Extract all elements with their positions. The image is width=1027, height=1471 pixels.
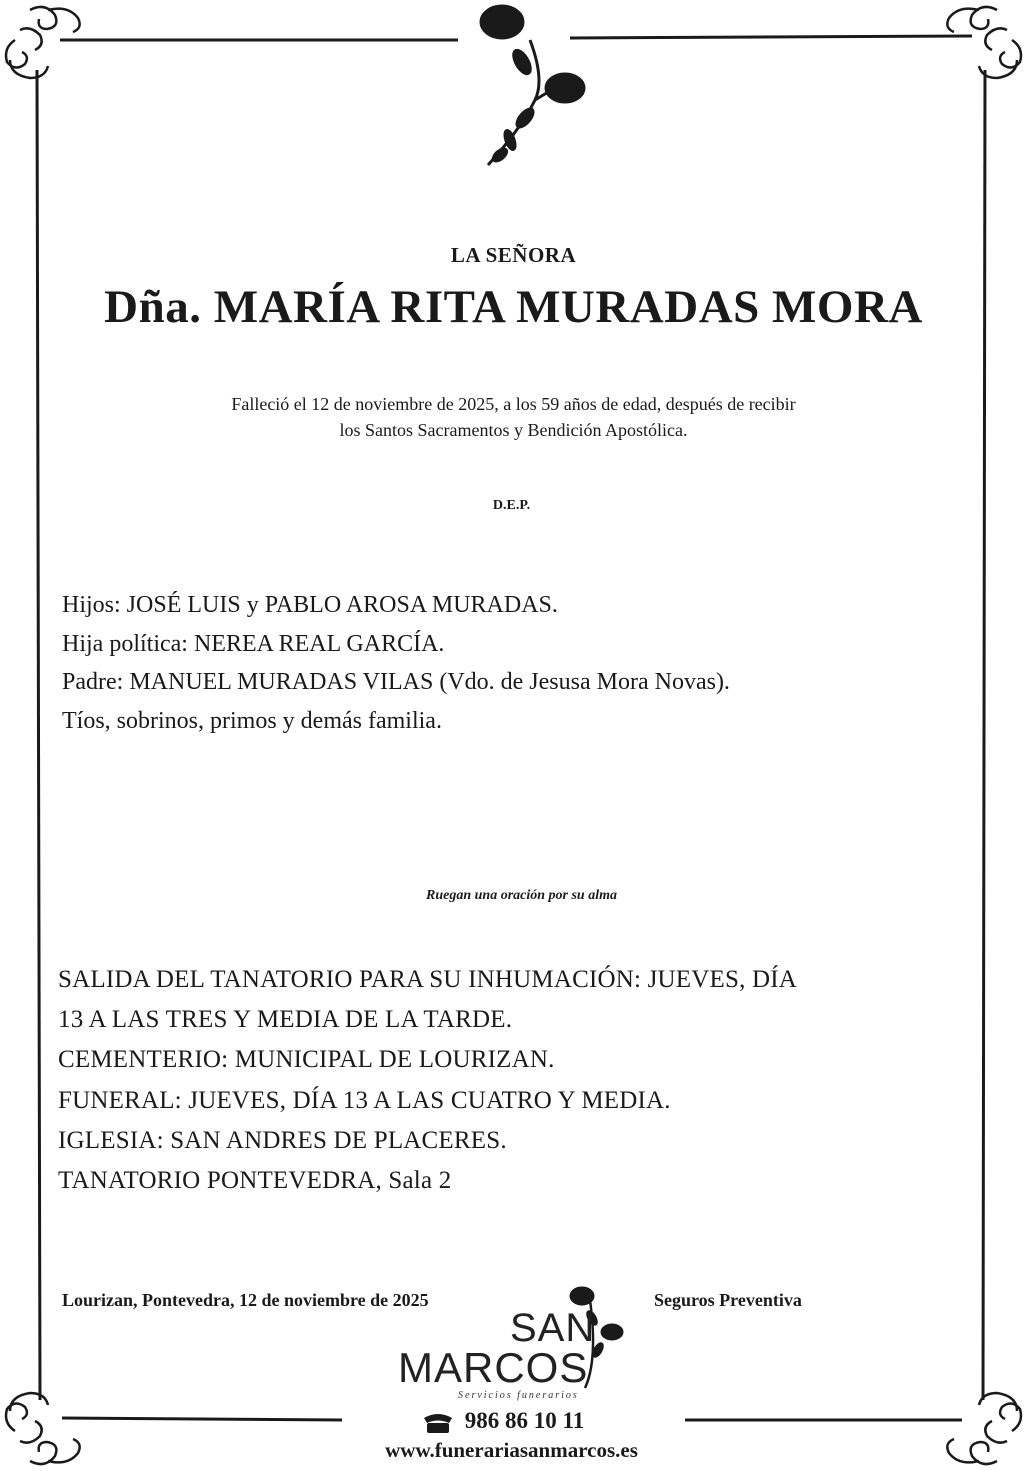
death-line: los Santos Sacramentos y Bendición Apostólica. [339, 420, 688, 440]
family-line: Hijos: JOSÉ LUIS y PABLO AROSA MURADAS. [62, 592, 558, 618]
insurer-name: Seguros Preventiva [654, 1290, 802, 1310]
service-line: SALIDA DEL TANATORIO PARA SU INHUMACIÓN: JUEVES, DÍA [58, 966, 798, 993]
service-line: FUNERAL: JUEVES, DÍA 13 A LAS CUATRO Y MEDIA. [58, 1086, 671, 1114]
website-link[interactable]: www.funerariasanmarcos.es [385, 1438, 638, 1462]
family-line: Padre: MANUEL MURADAS VILAS (Vdo. de Jesusa Mora Novas). [62, 669, 730, 695]
phone-number: 986 86 10 11 [464, 1408, 585, 1433]
logo-subtitle: Servicios funerarios [458, 1390, 579, 1401]
place-date: Lourizan, Pontevedra, 12 de noviembre de 2025 [62, 1290, 429, 1310]
service-line: 13 A LAS TRES Y MEDIA DE LA TARDE. [58, 1006, 513, 1034]
service-line: IGLESIA: SAN ANDRES DE PLACERES. [58, 1126, 507, 1154]
deceased-name: Dña. MARÍA RITA MURADAS MORA [104, 281, 923, 333]
service-details [58, 960, 797, 1201]
family-line: Hija política: NEREA REAL GARCÍA. [62, 630, 445, 657]
death-line: Falleció el 12 de noviembre de 2025, a los 59 años de edad, después de recibir [231, 394, 796, 414]
corner-ornament-icon [947, 7, 1021, 78]
corner-ornament-icon [6, 7, 80, 78]
family-list [62, 586, 730, 740]
logo-text-san: SAN [510, 1306, 596, 1350]
flower-icon [480, 5, 585, 165]
logo-text-marcos: MARCOS [398, 1344, 589, 1391]
service-line: TANATORIO PONTEVEDRA, Sala 2 [58, 1167, 452, 1195]
prayer-request: Ruegan una oración por su alma [426, 888, 617, 903]
service-line: CEMENTERIO: MUNICIPAL DE LOURIZAN. [58, 1046, 555, 1074]
rip-abbreviation: D.E.P. [492, 498, 531, 513]
death-announcement [0, 391, 1027, 443]
family-line: Tíos, sobrinos, primos y demás familia. [62, 707, 442, 734]
salutation-label: LA SEÑORA [450, 243, 577, 267]
